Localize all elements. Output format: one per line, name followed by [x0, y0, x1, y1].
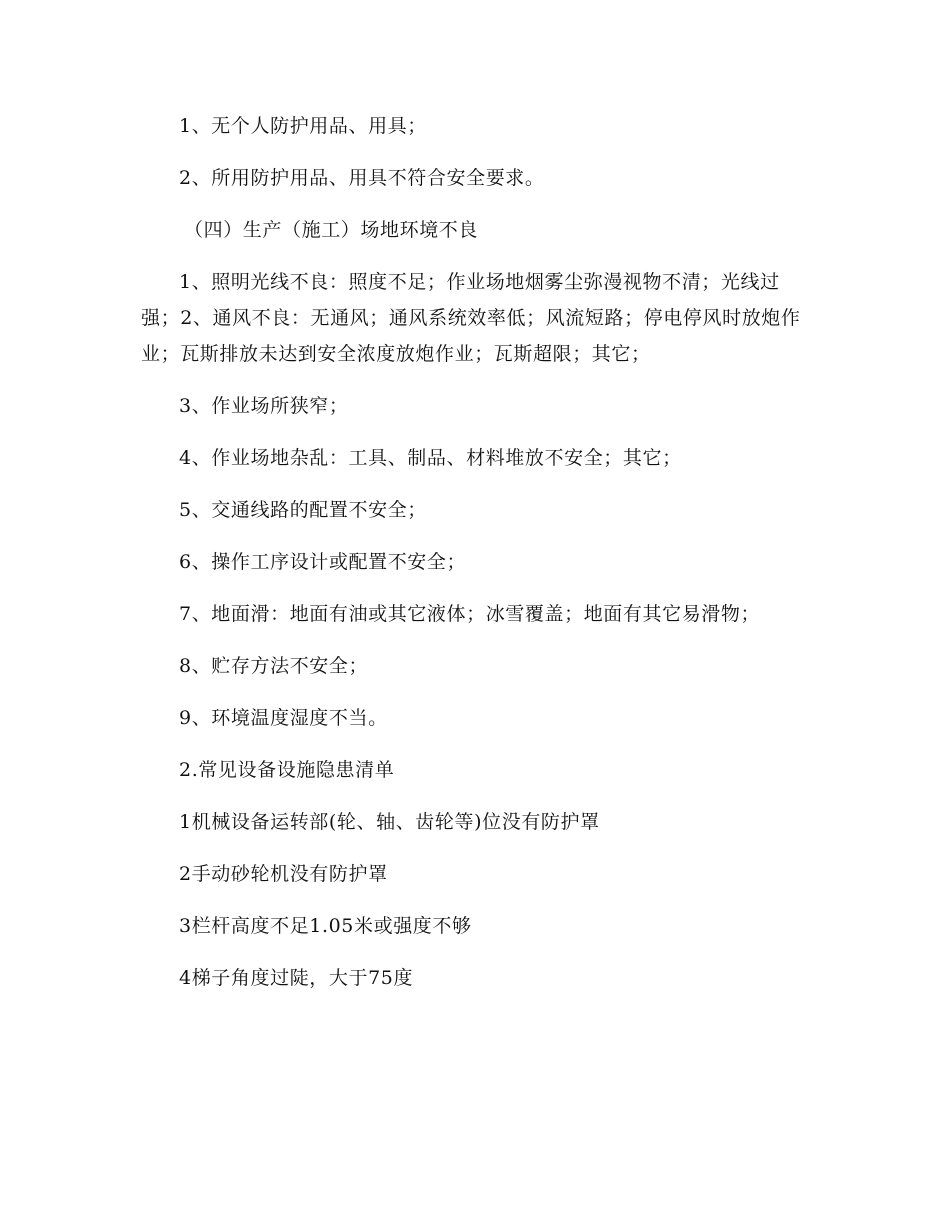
paragraph: 4、作业场地杂乱：工具、制品、材料堆放不安全；其它；	[179, 447, 682, 469]
paragraph: 8、贮存方法不安全；	[179, 655, 369, 677]
section-heading: 2.常见设备设施隐患清单	[179, 759, 395, 781]
paragraph: 3、作业场所狭窄；	[179, 395, 349, 417]
list-item: 1机械设备运转部(轮、轴、齿轮等)位没有防护罩	[179, 811, 600, 833]
section-heading: （四）生产（施工）场地环境不良	[184, 219, 479, 241]
paragraph: 6、操作工序设计或配置不安全；	[179, 551, 467, 573]
paragraph: 5、交通线路的配置不安全；	[179, 499, 427, 521]
list-item: 3栏杆高度不足1.05米或强度不够	[179, 915, 472, 937]
paragraph: 7、地面滑：地面有油或其它液体；冰雪覆盖；地面有其它易滑物；	[179, 603, 761, 625]
paragraph: 1、照明光线不良：照度不足；作业场地烟雾尘弥漫视物不清；光线过强；2、通风不良：无通风；通风系统效率低；风流短路；停电停风时放炮作业；瓦斯排放未达到安全浓度放炮作业；瓦斯超限；其它；	[141, 271, 801, 365]
document-body	[141, 108, 809, 996]
list-item: 2手动砂轮机没有防护罩	[179, 863, 388, 885]
paragraph: 9、环境温度湿度不当。	[179, 707, 388, 729]
paragraph: 1、无个人防护用品、用具；	[179, 115, 427, 137]
paragraph: 2、所用防护用品、用具不符合安全要求。	[179, 167, 545, 189]
list-item: 4梯子角度过陡，大于75度	[179, 967, 414, 989]
